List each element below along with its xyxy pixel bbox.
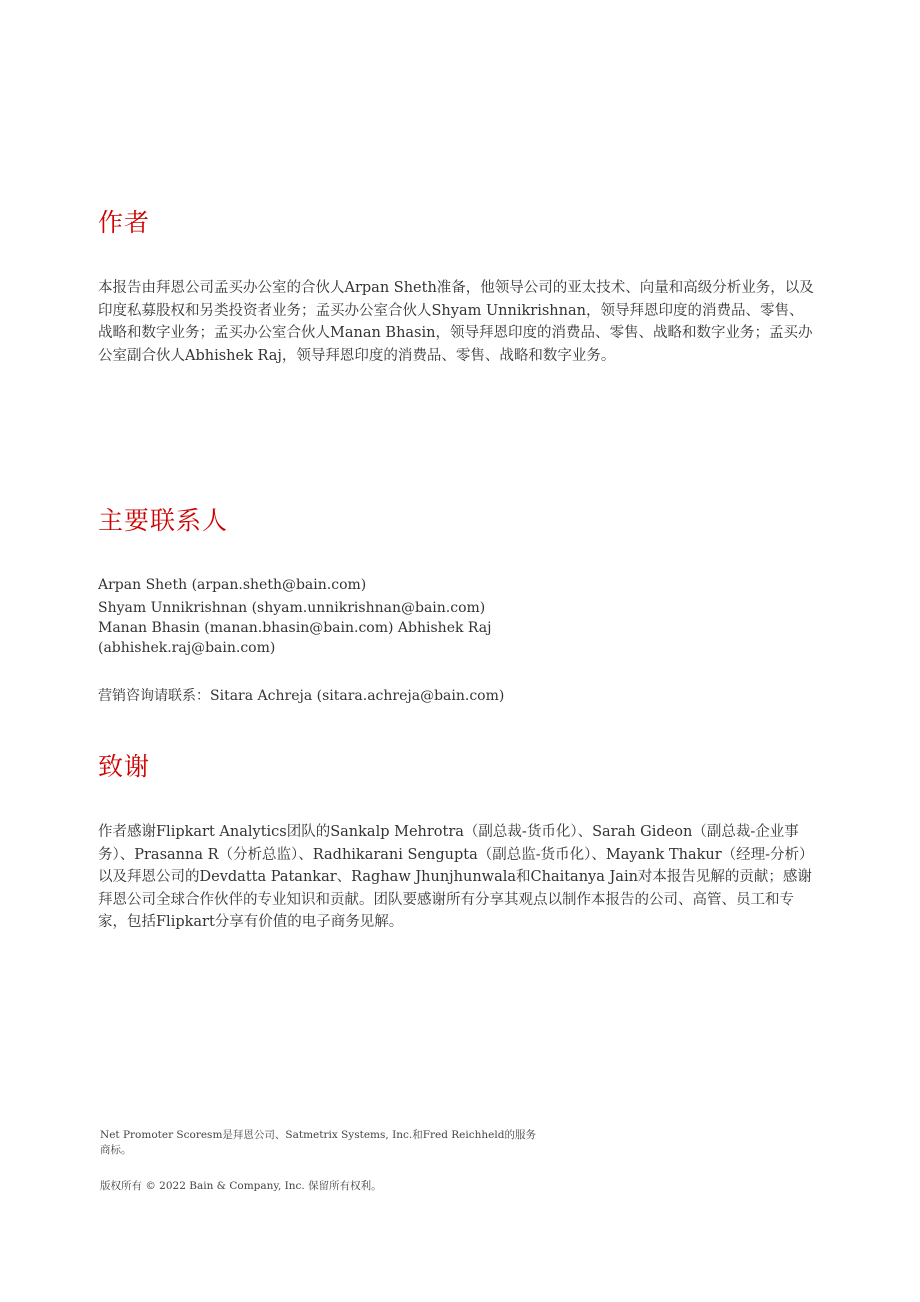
authors-paragraph: 本报告由拜恩公司孟买办公室的合伙人Arpan Sheth准备，他领导公司的亚太技术、向量和高级分析业务，以及印度私募股权和另类投资者业务；孟买办公室合伙人Shyam Unnikrishnan，领导拜恩印度的消费品、零售、战略和数字业务；孟买办公室合伙人Manan Bhasin，领导拜恩印度的消费品、零售、战略和数字业务；孟买办公室副合伙人Abhishek Raj，领导拜恩印度的消费品、零售、战略和数字业务。 (98, 280, 814, 364)
contacts-heading: 主要联系人 (98, 506, 229, 535)
trademark-note: Net Promoter Scoresm是拜恩公司、Satmetrix Systems, Inc.和Fred Reichheld的服务商标。 (100, 1129, 536, 1156)
acknowledgements-heading: 致谢 (98, 752, 151, 781)
copyright-note: 版权所有 © 2022 Bain & Company, Inc. 保留所有权利。 (100, 1180, 382, 1192)
acknowledgements-paragraph: 作者感谢Flipkart Analytics团队的Sankalp Mehrotra（副总裁-货币化）、Sarah Gideon（副总裁-企业事务）、Prasanna R（分析总监）、Radhikarani Sengupta（副总监-货币化）、Mayank Thakur（经理-分析）以及拜恩公司的Devdatta Patankar、Raghaw Jhunjhunwala和Chaitanya Jain对本报告见解的贡献；感谢拜恩公司全球合作伙伴的专业知识和贡献。团队要感谢所有分享其观点以制作本报告的公司、高管、员工和专家，包括Flipkart分享有价值的电子商务见解。 (98, 824, 814, 930)
marketing-contact: 营销咨询请联系：Sitara Achreja (sitara.achreja@bain.com) (98, 688, 505, 704)
contact-others: Shyam Unnikrishnan (shyam.unnikrishnan@bain.com) Manan Bhasin (manan.bhasin@bain.com) Abhishek Raj (abhishek.raj@bain.com) (98, 600, 492, 656)
contact-arpan: Arpan Sheth (arpan.sheth@bain.com) (98, 577, 367, 593)
authors-heading: 作者 (98, 208, 151, 237)
